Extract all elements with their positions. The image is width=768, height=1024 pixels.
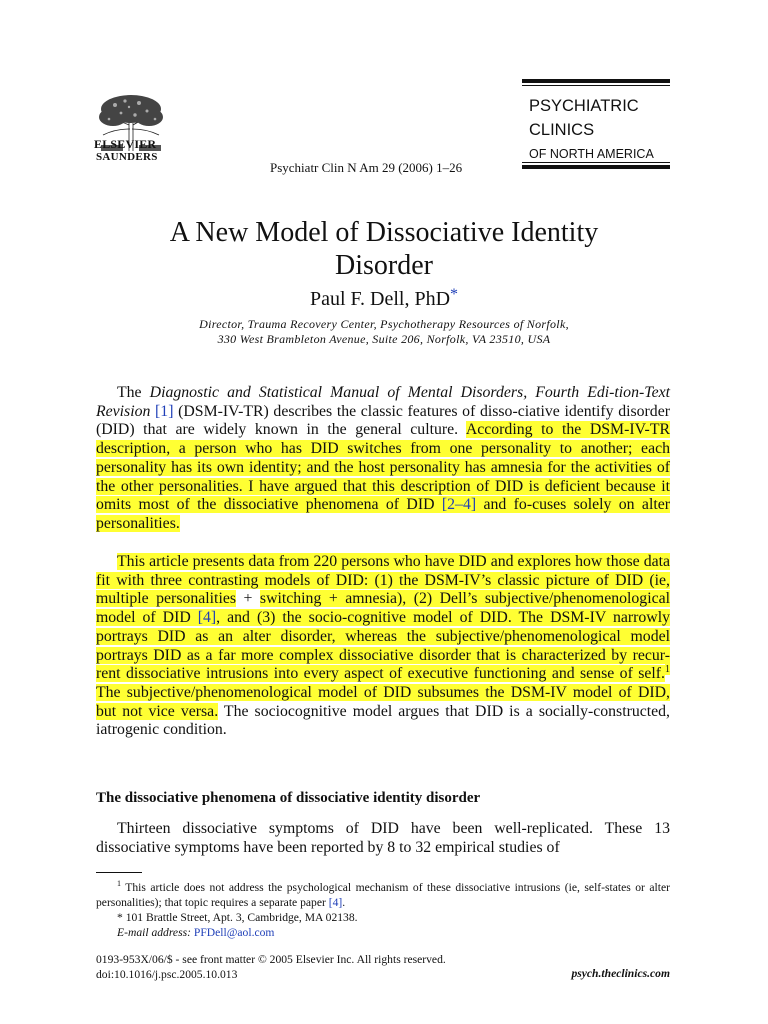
footnote-1-text: This article does not address the psychological mechanism of these dissociative intrusions (ie, self-states or alter personalities); that topic requires a separate paper — [96, 880, 670, 909]
article-title-line-1: A New Model of Dissociative Identity — [169, 217, 599, 248]
reference-link-1[interactable]: [1] — [155, 402, 174, 420]
journal-site-link[interactable]: psych.theclinics.com — [571, 967, 670, 980]
footnote-star: * 101 Brattle Street, Apt. 3, Cambridge, MA 02138. — [117, 910, 358, 924]
highlight-p2-d: The subjective/phenomenological model of DID subsumes the DSM-IV model of DID, but not vice versa. — [96, 683, 670, 720]
journal-rule-bottom-thin — [522, 162, 670, 163]
section-heading: The dissociative phenomena of dissociative identity disorder — [96, 790, 481, 806]
paragraph-1 — [96, 384, 670, 534]
highlight-p2-c: , and (3) the socio-cognitive model of DID. The DSM-IV narrowly portrays DID as an alter disorder, whereas the subjective/phenomenological model portrays DID as a far more complex dissociative disorder that is characterized by recur-rent dissociative intrusions into every aspect of executive functioning and sense of self. — [96, 609, 670, 683]
highlight-p1-b: and fo-cuses solely on alter personalities. — [96, 496, 670, 532]
reference-link-2-4[interactable]: [2–4] — [441, 496, 477, 514]
highlight-p1-a: According to the DSM-IV-TR description, a person who has DID switches from one personality to another; each personality has its own identity; and the host personality has amnesia for the activities of the other personalities. I have argued that this description of DID is deficient because it omits most of the dissociative phenomena of DID — [96, 421, 671, 514]
p3-text: Thirteen dissociative symptoms of DID have been well-replicated. These 13 dissociative symptoms have been reported by 8 to 32 empirical studies of — [96, 820, 670, 856]
footnote-1-mark: 1 — [117, 879, 121, 888]
p2-text-tail: The sociocognitive model argues that DID is a socially-constructed, iatrogenic condition. — [96, 702, 671, 739]
doi-line: doi:10.1016/j.psc.2005.10.013 — [96, 968, 238, 981]
affiliation-line-1: Director, Trauma Recovery Center, Psychotherapy Resources of Norfolk, — [199, 317, 569, 331]
article-title — [96, 216, 672, 282]
p1-text-a: The — [117, 384, 150, 401]
highlight-p2-b: switching + amnesia), (2) Dell’s subjective/phenomenological model of DID — [96, 590, 670, 627]
email-label: E-mail address: — [117, 925, 191, 939]
paragraph-2 — [96, 553, 670, 740]
author-name: Paul F. Dell, PhD — [309, 288, 451, 310]
copyright-line: 0193-953X/06/$ - see front matter © 2005 Elsevier Inc. All rights reserved. — [96, 953, 446, 966]
footnote-mark-1[interactable]: 1 — [665, 663, 670, 675]
author-line — [96, 286, 672, 311]
p2-unhighlighted-gap: + — [236, 590, 260, 608]
affiliation-line-2: 330 West Brambleton Avenue, Suite 206, Norfolk, VA 23510, USA — [217, 332, 551, 346]
p1-text-b: (DSM-IV-TR) describes the classic features of disso-ciative identify disorder (DID) that are widely known in the general culture. — [96, 402, 670, 439]
highlight-p2-a: This article presents data from 220 persons who have DID and explores how those data fit with three contrasting models of DID: (1) the DSM-IV’s classic picture of DID (ie, multiple personalities — [96, 553, 670, 608]
email-link[interactable]: PFDell@aol.com — [193, 925, 275, 939]
paragraph-3 — [96, 820, 670, 857]
journal-rule-bottom — [522, 165, 670, 169]
footnotes — [96, 876, 670, 940]
journal-name-line-3: OF NORTH AMERICA — [529, 147, 654, 161]
journal-name-line-1: PSYCHIATRIC — [529, 97, 639, 115]
publisher-name: SAUNDERS — [96, 151, 158, 163]
journal-rule-top-thin — [522, 85, 670, 86]
footnote-1 — [96, 876, 670, 910]
footnote-separator — [96, 872, 142, 873]
dsm-manual-title: Diagnostic and Statistical Manual of Mental Disorders, Fourth Edi-tion-Text Revision — [96, 384, 670, 420]
article-title-line-2: Disorder — [335, 250, 433, 281]
footnote-1-end: . — [342, 895, 346, 909]
copyright-block — [96, 952, 446, 982]
reference-link-4[interactable]: [4] — [197, 609, 217, 627]
journal-name — [529, 94, 654, 166]
journal-rule-top — [522, 79, 670, 83]
email-line — [96, 925, 670, 940]
elsevier-wordmark: ELSEVIER — [94, 137, 157, 151]
journal-name-line-2: CLINICS — [529, 121, 595, 139]
author-footnote-link[interactable]: * — [450, 286, 459, 303]
footnote-1-reference-link[interactable]: [4] — [328, 895, 343, 909]
journal-citation: Psychiatr Clin N Am 29 (2006) 1–26 — [270, 160, 463, 175]
author-affiliation — [96, 317, 672, 347]
